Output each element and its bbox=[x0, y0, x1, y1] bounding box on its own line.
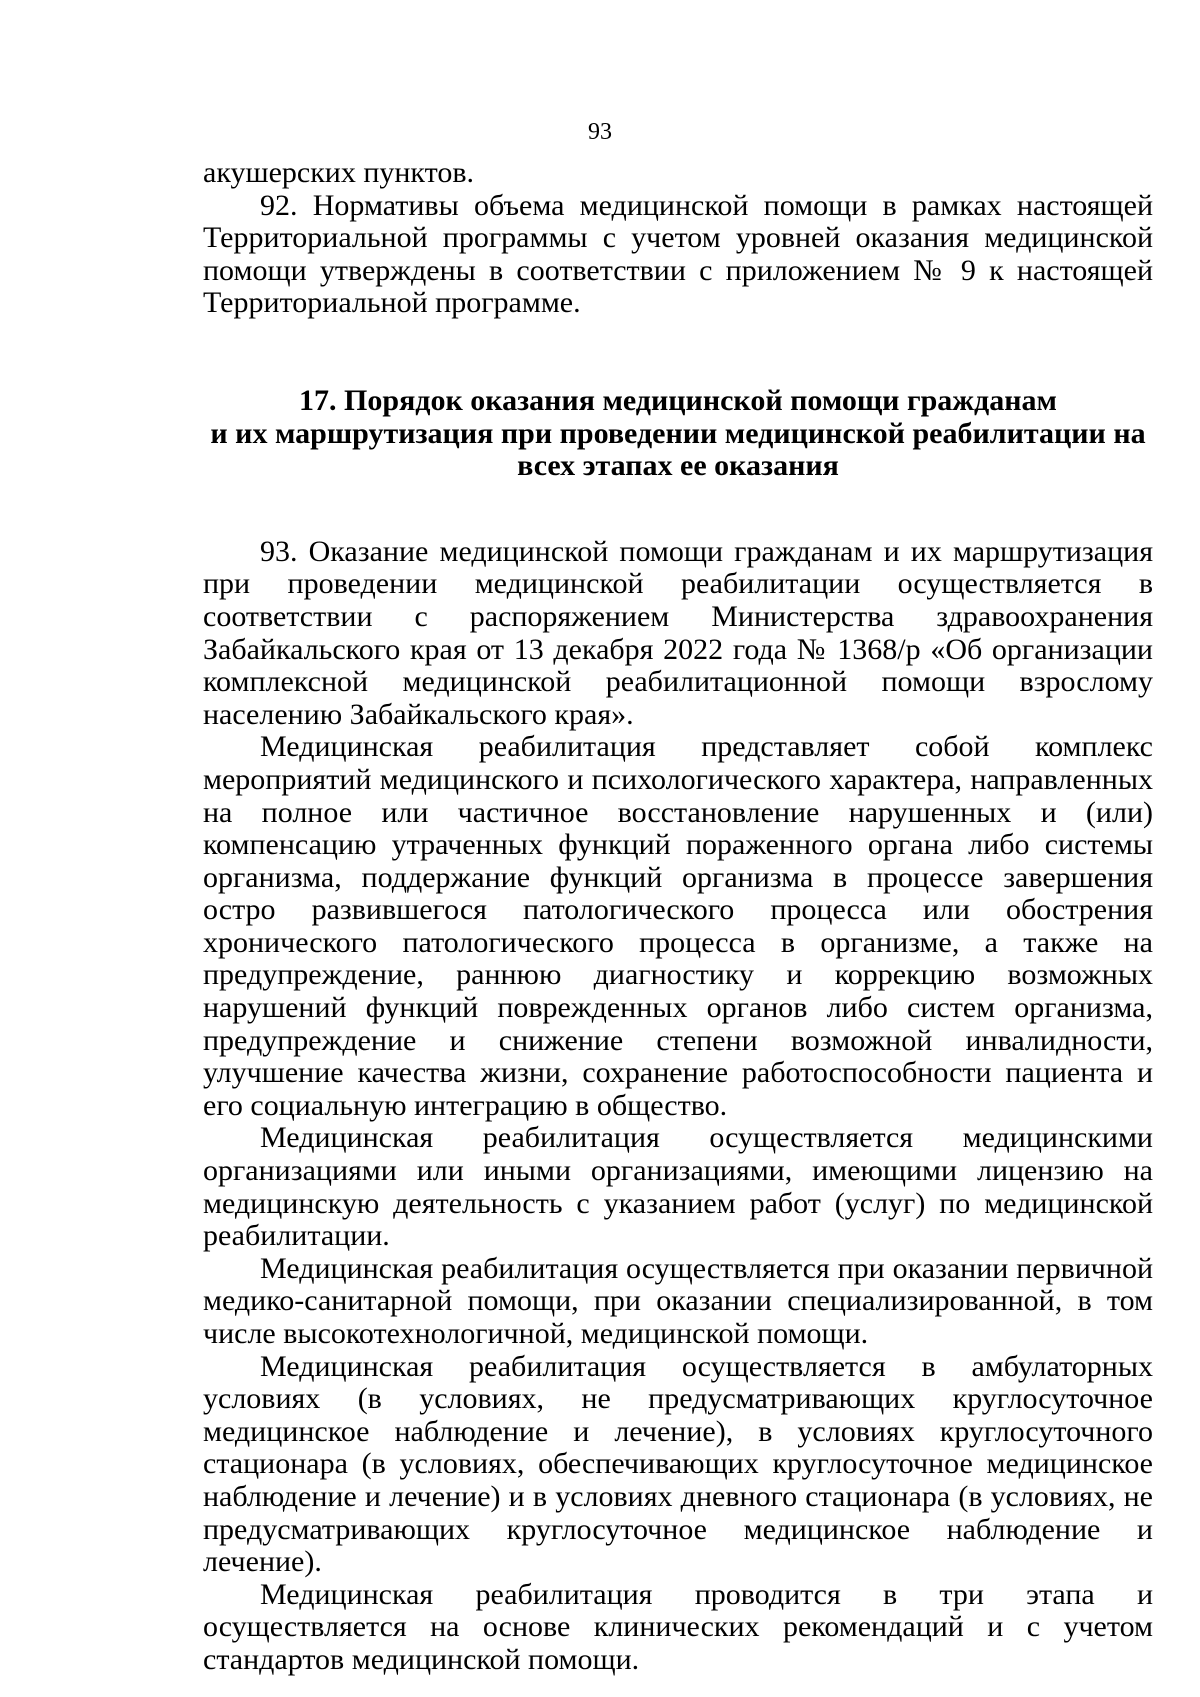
section-heading-line: и их маршрутизация при проведении медицинской реабилитации на bbox=[210, 416, 1146, 450]
paragraph-rehab-definition: Медицинская реабилитация представляет собой комплекс мероприятий медицинского и психологического характера, направленных на полное или частичное восстановление нарушенных и (или) компенсацию утраченных функций пораженного органа либо системы организма, поддержание функций организма в процессе завершения остро развившегося патологического процесса или обострения хронического патологического процесса в организме, а также на предупреждение, раннюю диагностику и коррекцию возможных нарушений функций поврежденных органов либо систем организма, предупреждение и снижение степени возможной инвалидности, улучшение качества жизни, сохранение работоспособности пациента и его социальную интеграцию в общество. bbox=[203, 730, 1153, 1122]
section-heading-line: 17. Порядок оказания медицинской помощи гражданам bbox=[299, 383, 1057, 417]
paragraph-rehab-care-types: Медицинская реабилитация осуществляется при оказании первичной медико-санитарной помощи, при оказании специализированной, в том числе высокотехнологичной, медицинской помощи. bbox=[203, 1251, 1153, 1350]
paragraph-rehab-stages: Медицинская реабилитация проводится в три этапа и осуществляется на основе клинических рекомендаций и с учетом стандартов медицинской помощи. bbox=[203, 1577, 1153, 1676]
document-body bbox=[203, 157, 1153, 1677]
page-number: 93 bbox=[588, 119, 612, 145]
paragraph-92: 92. Нормативы объема медицинской помощи в рамках настоящей Территориальной программы с учетом уровней оказания медицинской помощи утверждены в соответствии с приложением № 9 к настоящей Территориальной программе. bbox=[203, 188, 1153, 320]
paragraph-93: 93. Оказание медицинской помощи гражданам и их маршрутизация при проведении медицинской реабилитации осуществляется в соответствии с распоряжением Министерства здравоохранения Забайкальского края от 13 декабря 2022 года № 1368/р «Об организации комплексной медицинской реабилитационной помощи взрослому населению Забайкальского края». bbox=[203, 534, 1153, 731]
paragraph-rehab-conditions: Медицинская реабилитация осуществляется в амбулаторных условиях (в условиях, не предусматривающих круглосуточное медицинское наблюдение и лечение), в условиях круглосуточного стационара (в условиях, обеспечивающих круглосуточное медицинское наблюдение и лечение) и в условиях дневного стационара (в условиях, не предусматривающих круглосуточное медицинское наблюдение и лечение). bbox=[203, 1349, 1153, 1579]
section-heading bbox=[203, 385, 1153, 483]
section-heading-line: всех этапах ее оказания bbox=[517, 449, 839, 483]
paragraph-continuation: акушерских пунктов. bbox=[203, 156, 474, 189]
paragraph-rehab-organizations: Медицинская реабилитация осуществляется медицинскими организациями или иными организациями, имеющими лицензию на медицинскую деятельность с указанием работ (услуг) по медицинской реабилитации. bbox=[203, 1121, 1153, 1253]
